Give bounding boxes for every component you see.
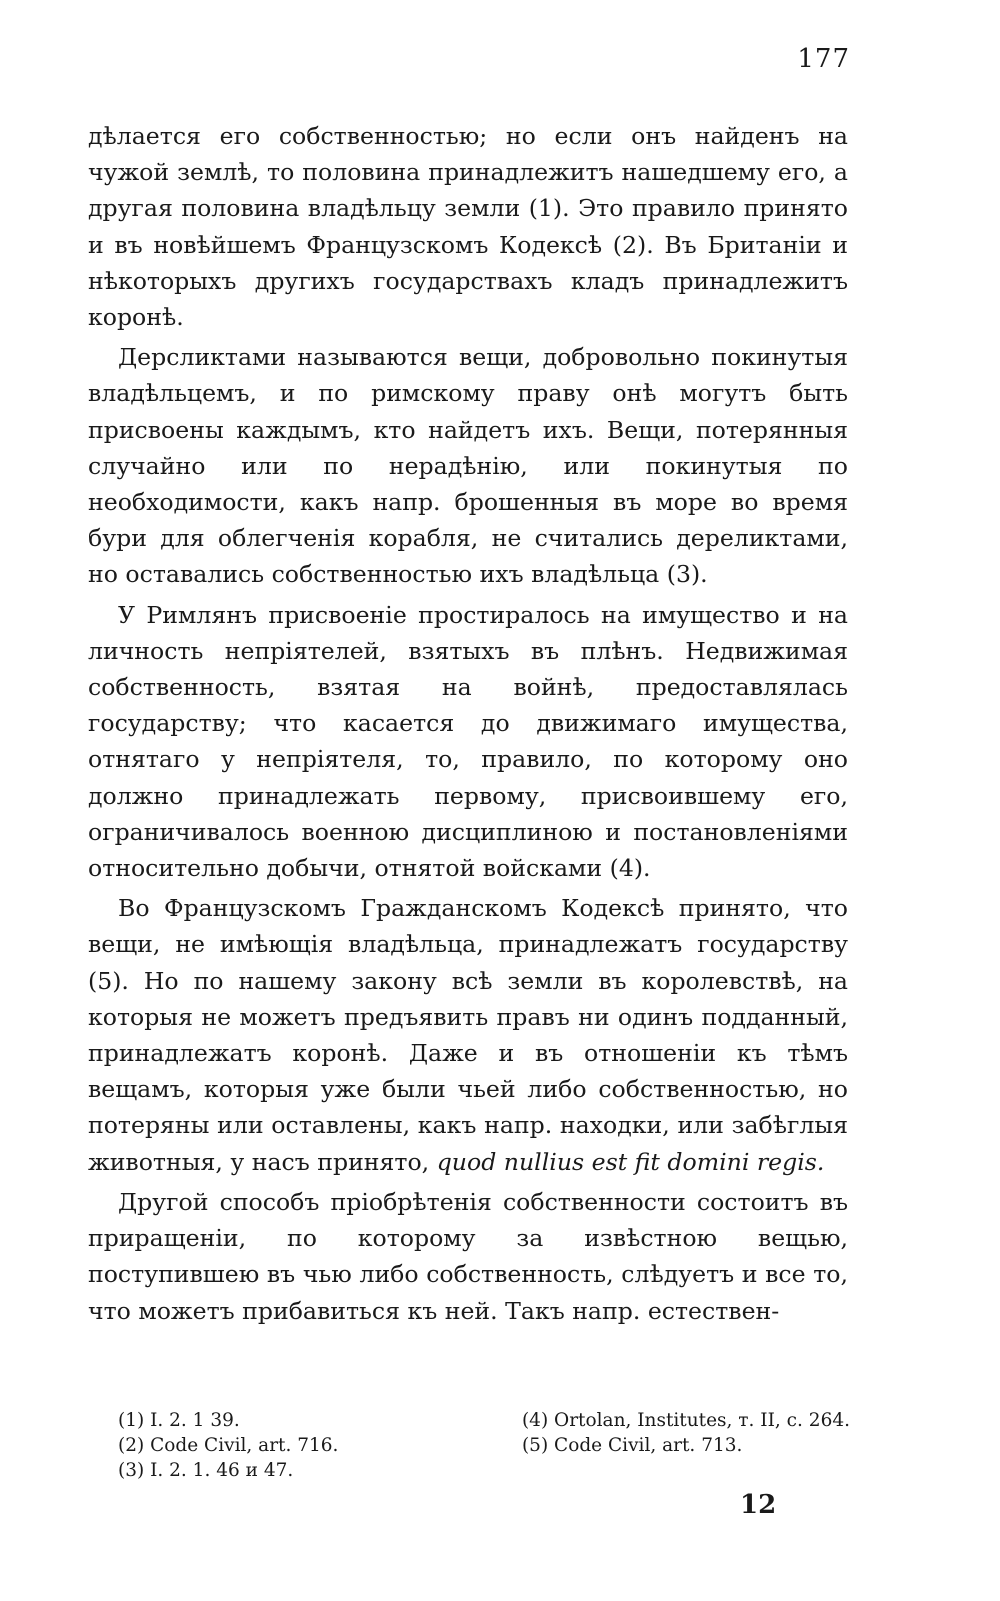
footnotes bbox=[118, 1408, 858, 1483]
signature-mark: 12 bbox=[740, 1490, 777, 1520]
latin-maxim: quod nullius est fit domini regis. bbox=[436, 1147, 825, 1176]
footnotes-left bbox=[118, 1408, 338, 1483]
paragraph-4-text: Во Французскомъ Гражданскомъ Кодексѣ принято, что вещи, не имѣющія владѣльца, принадлежатъ государству (5). Но по нашему закону всѣ земли въ королевствѣ, на которыя не можетъ предъявить правъ ни одинъ подданный, принадлежатъ коронѣ. Даже и въ отношеніи къ тѣмъ вещамъ, которыя уже были чьей либо собственностью, но потеряны или оставлены, какъ напр. находки, или забѣглыя животныя, у насъ принято, bbox=[88, 894, 848, 1176]
page-number: 177 bbox=[797, 44, 850, 74]
body-text bbox=[88, 118, 848, 1329]
paragraph-1: дѣлается его собственностью; но если онъ найденъ на чужой землѣ, то половина принадлежитъ нашедшему его, а другая половина владѣльцу земли (1). Это правило принято и въ новѣйшемъ Французскомъ Кодексѣ (2). Въ Британіи и нѣкоторыхъ другихъ государствахъ кладъ принадлежитъ коронѣ. bbox=[88, 122, 848, 332]
footnote: (4) Ortolan, Institutes, т. II, с. 264. bbox=[521, 1410, 850, 1431]
footnote: (1) I. 2. 1 39. bbox=[118, 1410, 240, 1431]
footnote: (3) I. 2. 1. 46 и 47. bbox=[118, 1460, 294, 1481]
paragraph-3: У Римлянъ присвоеніе простиралось на имущество и на личность непріятелей, взятыхъ въ плѣнъ. Недвижимая собственность, взятая на войнѣ, предоставлялась государству; что касается до движимаго имущества, отнятаго у непріятеля, то, правило, по которому оно должно принадлежать первому, присвоившему его, ограничивалось военною дисциплиною и постановленіями относительно добычи, отнятой войсками (4). bbox=[88, 600, 848, 883]
paragraph-4 bbox=[88, 890, 848, 1180]
paragraph-5: Другой способъ пріобрѣтенія собственности состоитъ въ приращеніи, по которому за извѣстною вещью, поступившею въ чью либо собственность, слѣдуетъ и все то, что можетъ прибавиться къ ней. Такъ напр. естествен- bbox=[88, 1187, 848, 1325]
paragraph-2: Дерсликтами называются вещи, добровольно покинутыя владѣльцемъ, и по римскому праву онѣ могутъ быть присвоены каждымъ, кто найдетъ ихъ. Вещи, потерянныя случайно или по нерадѣнію, или покинутыя по необходимости, какъ напр. брошенныя въ море во время бури для облегченія корабля, не считались дереликтами, но оставались собственностью ихъ владѣльца (3). bbox=[88, 343, 848, 589]
footnote: (2) Code Civil, art. 716. bbox=[118, 1435, 339, 1456]
footnote: (5) Code Civil, art. 713. bbox=[521, 1435, 743, 1456]
footnotes-right bbox=[522, 1408, 850, 1483]
